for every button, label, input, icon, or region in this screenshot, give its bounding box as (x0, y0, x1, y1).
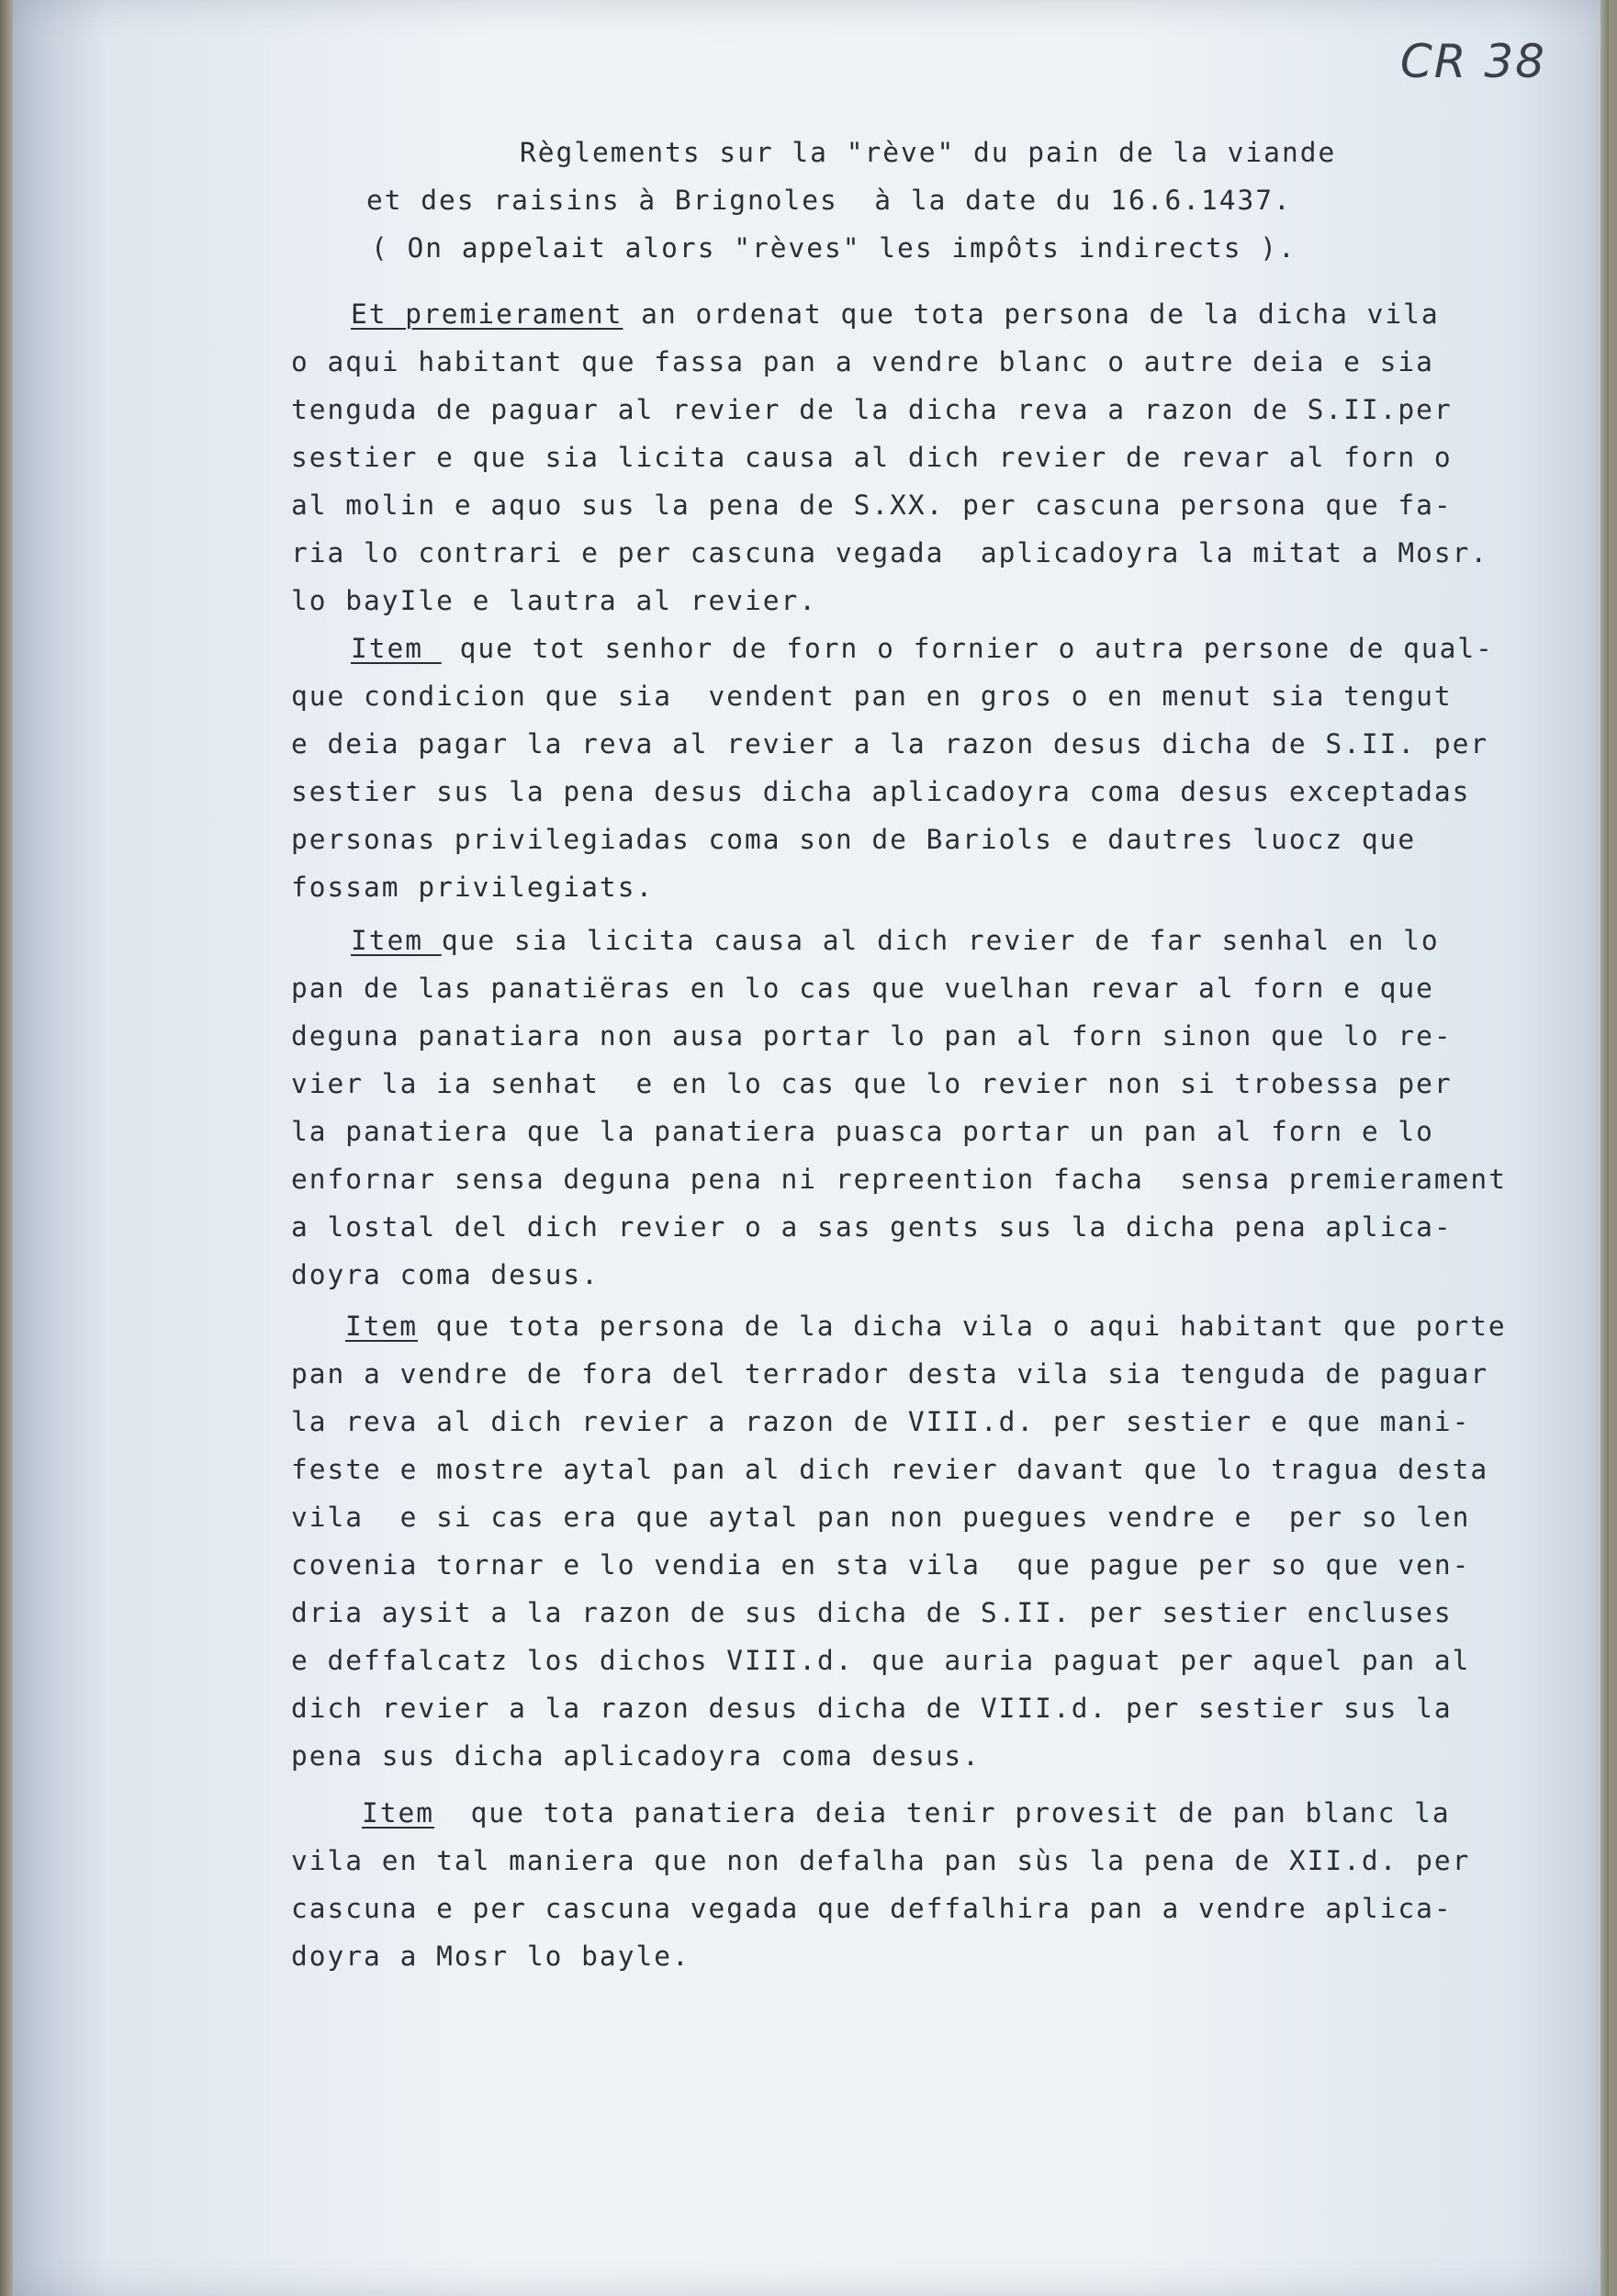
paragraph-3-lead: Item (351, 925, 442, 956)
paragraph-text: que tota panatiera deia tenir provesit de pan blanc la (434, 1797, 1451, 1829)
paragraph-5-line-2: vila en tal maniera que non defalha pan sùs la pena de XII.d. per (291, 1845, 1471, 1876)
paragraph-2-lead: Item (351, 633, 442, 664)
paragraph-3-line-3: deguna panatiara non ausa portar lo pan al forn sinon que lo re- (291, 1020, 1453, 1052)
paragraph-2-line-5: personas privilegiadas coma son de Bariols e dautres luocz que (291, 824, 1417, 855)
paragraph-text: que tot senhor de forn o fornier o autra persone de qual- (441, 633, 1494, 664)
scan-edge-right (1600, 0, 1609, 2296)
paragraph-3-line-2: pan de las panatiëras en lo cas que vuelhan revar al forn e que (291, 973, 1434, 1004)
paragraph-2-line-2: que condicion que sia vendent pan en gros o en menut sia tengut (291, 681, 1453, 712)
paragraph-3-line-5: la panatiera que la panatiera puasca portar un pan al forn e lo (291, 1116, 1434, 1147)
scan-edge-left (0, 0, 13, 2296)
paragraph-5-line-1 (362, 1789, 1451, 1837)
paragraph-4-line-9: dich revier a la razon desus dicha de VIII.d. per sestier sus la (291, 1693, 1453, 1724)
paragraph-4-line-3: la reva al dich revier a razon de VIII.d. per sestier e que mani- (291, 1406, 1471, 1437)
paragraph-4-line-10: pena sus dicha aplicadoyra coma desus. (291, 1740, 981, 1772)
paragraph-4-line-4: feste e mostre aytal pan al dich revier davant que lo tragua desta (291, 1454, 1489, 1485)
paragraph-3-line-4: vier la ia senhat e en lo cas que lo revier non si trobessa per (291, 1068, 1453, 1099)
paragraph-4-line-7: dria aysit a la razon de sus dicha de S.II. per sestier encluses (291, 1597, 1453, 1628)
title-line-3: ( On appelait alors "rèves" les impôts indirects ). (371, 232, 1297, 264)
paragraph-2-line-3: e deia pagar la reva al revier a la razon desus dicha de S.II. per (291, 728, 1489, 760)
title-line-2: et des raisins à Brignoles à la date du 16.6.1437. (366, 185, 1292, 216)
paragraph-1-line-3: tenguda de paguar al revier de la dicha reva a razon de S.II.per (291, 394, 1453, 425)
document-page (13, 0, 1609, 2296)
paragraph-4-line-2: pan a vendre de fora del terrador desta vila sia tenguda de paguar (291, 1358, 1489, 1390)
paragraph-3-line-7: a lostal del dich revier o a sas gents sus la dicha pena aplica- (291, 1211, 1453, 1243)
paragraph-3-line-8: doyra coma desus. (291, 1259, 600, 1290)
paragraph-1-line-4: sestier e que sia licita causa al dich revier de revar al forn o (291, 442, 1453, 473)
paragraph-5-lead: Item (362, 1797, 435, 1829)
paragraph-5-line-3: cascuna e per cascuna vegada que deffalhira pan a vendre aplica- (291, 1893, 1453, 1924)
paragraph-4-lead: Item (345, 1311, 419, 1342)
paragraph-text: que sia licita causa al dich revier de far senhal en lo (441, 925, 1440, 956)
paragraph-1-line-6: ria lo contrari e per cascuna vegada aplicadoyra la mitat a Mosr. (291, 537, 1489, 568)
paragraph-text: que tota persona de la dicha vila o aqui habitant que porte (418, 1311, 1507, 1342)
paragraph-1-line-1 (351, 290, 1440, 338)
handwritten-reference: CR 38 (1399, 35, 1546, 88)
paragraph-3-line-1 (351, 917, 1440, 964)
paragraph-2-line-6: fossam privilegiats. (291, 872, 655, 903)
paragraph-1-line-2: o aqui habitant que fassa pan a vendre blanc o autre deia e sia (291, 346, 1434, 377)
paragraph-1-lead: Et premierament (351, 298, 623, 330)
paragraph-1-line-7: lo bayIle e lautra al revier. (291, 585, 818, 616)
paragraph-text: an ordenat que tota persona de la dicha vila (623, 298, 1440, 330)
paragraph-4-line-6: covenia tornar e lo vendia en sta vila que pague per so que ven- (291, 1549, 1471, 1581)
paragraph-5-line-4: doyra a Mosr lo bayle. (291, 1941, 691, 1972)
paragraph-4-line-5: vila e si cas era que aytal pan non puegues vendre e per so len (291, 1502, 1471, 1533)
paragraph-3-line-6: enfornar sensa deguna pena ni repreention facha sensa premierament (291, 1164, 1507, 1195)
paragraph-4-line-8: e deffalcatz los dichos VIII.d. que auria paguat per aquel pan al (291, 1645, 1471, 1676)
paragraph-2-line-1 (351, 625, 1494, 672)
title-line-1: Règlements sur la "rève" du pain de la viande (520, 137, 1337, 168)
paragraph-4-line-1 (345, 1302, 1507, 1350)
paragraph-2-line-4: sestier sus la pena desus dicha aplicadoyra coma desus exceptadas (291, 776, 1471, 807)
paragraph-1-line-5: al molin e aquo sus la pena de S.XX. per cascuna persona que fa- (291, 490, 1453, 521)
